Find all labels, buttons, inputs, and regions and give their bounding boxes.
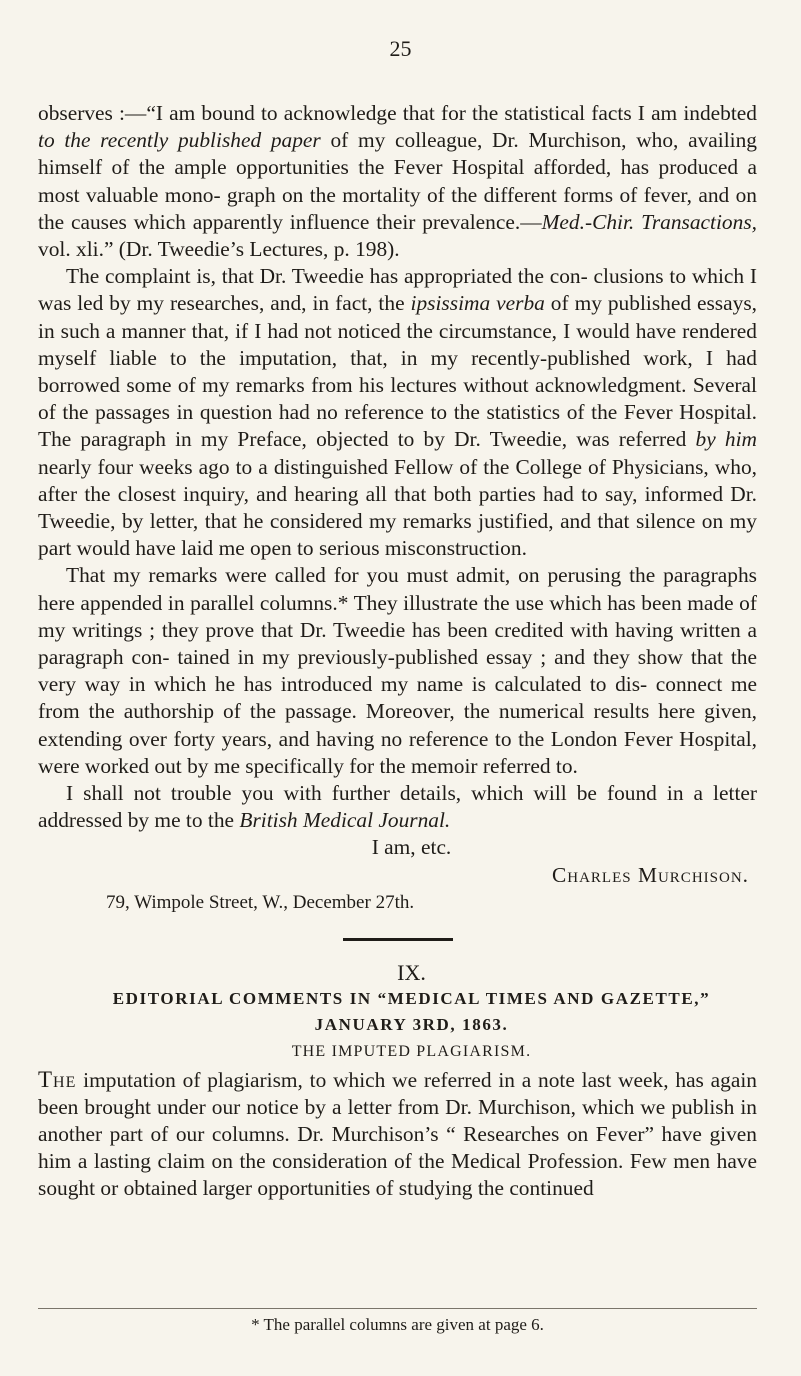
italic-run: ipsissima verba — [410, 291, 545, 316]
italic-run: to the recently published paper — [38, 128, 321, 153]
lead-word: The — [38, 1066, 77, 1092]
sign-off: I am, etc. — [371, 835, 452, 860]
address: 79, Wimpole Street, W., December 27th. — [106, 891, 415, 913]
paragraph-quote — [38, 100, 757, 263]
footnote: * The parallel columns are given at page 6. — [38, 1308, 757, 1335]
text-run: imputation of plagiarism, to which we referred in a note last week, has again been brought under our notice by a letter from Dr. Murchison, which we publish in another part of our columns. Dr. Murchison’s “ Researches on Fever” have given him a lasting claim on the consideration of the Medical Profession. Few men have sought or obtained larger opportunities of studying the continued — [38, 1067, 757, 1201]
italic-run: British Medical Journal. — [239, 808, 451, 833]
text-run: The complaint is, that Dr. Tweedie has appropriated the con- clusions to which I was led by my researches, and, in fact, the — [38, 264, 757, 316]
paragraph-details — [38, 780, 757, 834]
paragraph-editorial — [38, 1066, 757, 1203]
italic-run: Med.-Chir. Transactions, — [541, 209, 757, 234]
page-number: 25 — [389, 36, 412, 61]
paragraph-complaint — [38, 263, 757, 562]
signature: Charles Murchison. — [552, 862, 749, 887]
section-heading-date: JANUARY 3RD, 1863. — [314, 1015, 509, 1035]
section-subheading: THE IMPUTED PLAGIARISM. — [291, 1043, 532, 1061]
text-run: of my colleague, Dr. Murchison, who, availing himself of the ample opportunities the Fever Hospital afforded, has produced a most valuable mono- graph on the mortality of the different forms of fever, and on the causes which apparently influence their prevalence.— — [38, 128, 757, 234]
section-heading: EDITORIAL COMMENTS IN “MEDICAL TIMES AND GAZETTE,” — [112, 989, 711, 1009]
text-run: I shall not trouble you with further details, which will be found in a letter addressed by me to the — [38, 781, 757, 833]
section-divider — [343, 938, 453, 941]
text-run: of my published essays, in such a manner that, if I had not noticed the circumstance, I would have rendered myself liable to the imputation, that, in my recently-published work, I had borrowed some of my remarks from his lectures without acknowledgment. Several of the passages in question had no reference to the statistics of the Fever Hospital. The paragraph in my Preface, objected to by Dr. Tweedie, was referred — [38, 291, 757, 452]
italic-run: by him — [695, 427, 757, 452]
paragraph-remarks: That my remarks were called for you must admit, on perusing the paragraphs here appended in parallel columns.* They illustrate the use which has been made of my writings ; they prove that Dr. Tweedie has been credited with having written a paragraph con- tained in my previously-published essay ; and they show that the very way in which he has introduced my name is calculated to dis- connect me from the authorship of the passage. Moreover, the numerical results here given, extending over forty years, and having no reference to the London Fever Hospital, were worked out by me specifically for the memoir referred to. — [38, 563, 757, 778]
text-run: nearly four weeks ago to a distinguished Fellow of the College of Physicians, who, after the closest inquiry, and hearing all that both parties had to say, informed Dr. Tweedie, by letter, that he considered my remarks justified, and that silence on my part would have laid me open to serious misconstruction. — [38, 454, 757, 561]
text-run: vol. xli.” (Dr. Tweedie’s Lectures, p. 198). — [38, 237, 400, 262]
body-text — [38, 100, 757, 1203]
text-run: observes :—“I am bound to acknowledge that for the statistical facts I am indebted — [38, 101, 757, 125]
section-number: IX. — [397, 960, 426, 986]
